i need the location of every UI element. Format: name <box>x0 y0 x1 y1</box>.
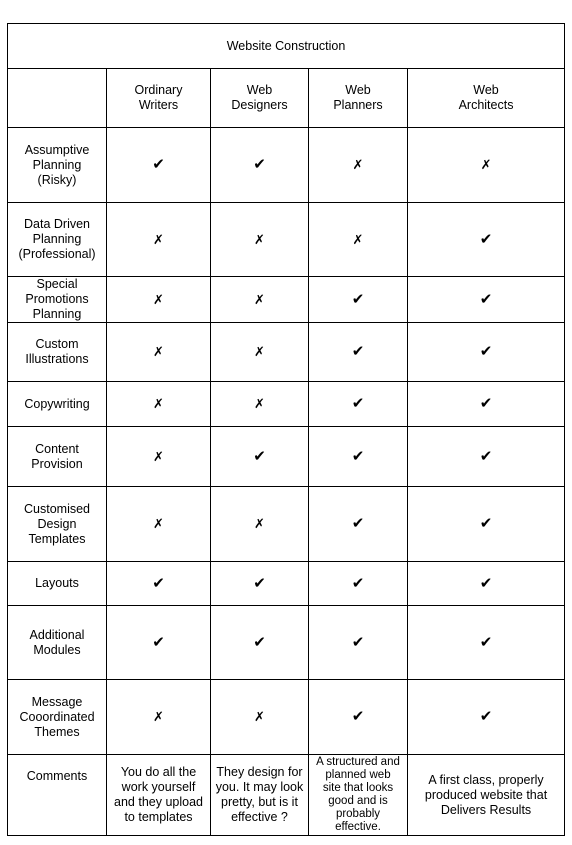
cross-icon: ✗ <box>153 231 164 247</box>
column-header-web-planners: Web Planners <box>309 69 408 128</box>
checkmark-icon: ✔ <box>351 395 365 412</box>
cell-web-planners <box>309 680 408 755</box>
comparison-table <box>7 23 565 836</box>
cross-icon: ✗ <box>153 448 164 464</box>
checkmark-icon: ✔ <box>351 515 365 532</box>
checkmark-icon: ✔ <box>479 515 493 532</box>
checkmark-icon: ✔ <box>351 290 365 308</box>
header-corner-cell <box>8 69 107 128</box>
cell-web-architects <box>408 128 565 203</box>
table-row <box>8 382 565 427</box>
cell-web-planners <box>309 128 408 203</box>
row-label: Data Driven Planning (Professional) <box>8 203 107 277</box>
checkmark-icon: ✔ <box>351 343 365 360</box>
cell-web-designers <box>211 382 309 427</box>
checkmark-icon: ✔ <box>479 574 493 592</box>
cell-web-architects <box>408 203 565 277</box>
checkmark-icon: ✔ <box>152 156 165 173</box>
column-header-web-architects: Web Architects <box>408 69 565 128</box>
checkmark-icon: ✔ <box>152 574 165 592</box>
checkmark-icon: ✔ <box>479 633 493 651</box>
cross-icon: ✗ <box>352 231 364 247</box>
cell-web-architects <box>408 606 565 680</box>
row-label: Copywriting <box>8 382 107 427</box>
checkmark-icon: ✔ <box>351 633 365 651</box>
cross-icon: ✗ <box>153 709 164 724</box>
cross-icon: ✗ <box>254 231 265 247</box>
cross-icon: ✗ <box>480 157 492 172</box>
cell-web-designers <box>211 562 309 606</box>
row-label: Message Cooordinated Themes <box>8 680 107 755</box>
table-row <box>8 277 565 323</box>
table-row <box>8 323 565 382</box>
checkmark-icon: ✔ <box>253 574 266 592</box>
cell-web-planners <box>309 427 408 487</box>
cross-icon: ✗ <box>153 516 164 531</box>
cross-icon: ✗ <box>153 291 164 307</box>
cell-web-architects <box>408 487 565 562</box>
title-row <box>8 24 565 69</box>
cell-ordinary-writers <box>107 606 211 680</box>
checkmark-icon: ✔ <box>351 574 365 592</box>
cross-icon: ✗ <box>254 396 265 411</box>
cell-ordinary-writers <box>107 323 211 382</box>
row-label: Special Promotions Planning <box>8 277 107 323</box>
cross-icon: ✗ <box>254 709 265 724</box>
cell-ordinary-writers <box>107 128 211 203</box>
checkmark-icon: ✔ <box>152 633 165 651</box>
row-label: Custom Illustrations <box>8 323 107 382</box>
cross-icon: ✗ <box>254 344 265 359</box>
table-row <box>8 680 565 755</box>
cell-web-architects <box>408 382 565 427</box>
row-label: Customised Design Templates <box>8 487 107 562</box>
cell-web-architects <box>408 680 565 755</box>
cell-ordinary-writers <box>107 487 211 562</box>
comment-ordinary-writers: You do all the work yourself and they upload to templates <box>107 755 211 836</box>
row-label: Layouts <box>8 562 107 606</box>
cell-web-planners <box>309 203 408 277</box>
cell-ordinary-writers <box>107 680 211 755</box>
cell-web-planners <box>309 562 408 606</box>
checkmark-icon: ✔ <box>351 708 365 725</box>
cell-web-planners <box>309 277 408 323</box>
cell-ordinary-writers <box>107 427 211 487</box>
checkmark-icon: ✔ <box>479 447 493 465</box>
cell-web-designers <box>211 323 309 382</box>
cell-ordinary-writers <box>107 562 211 606</box>
cell-web-architects <box>408 562 565 606</box>
table-row <box>8 427 565 487</box>
cross-icon: ✗ <box>254 291 265 307</box>
header-row <box>8 69 565 128</box>
column-header-web-designers: Web Designers <box>211 69 309 128</box>
cross-icon: ✗ <box>153 344 164 359</box>
table-row <box>8 128 565 203</box>
comments-row <box>8 755 565 836</box>
cell-web-planners <box>309 606 408 680</box>
checkmark-icon: ✔ <box>479 708 493 725</box>
cell-web-architects <box>408 323 565 382</box>
comment-web-planners: A structured and planned web site that looks good and is probably effective. <box>309 755 408 836</box>
checkmark-icon: ✔ <box>479 290 493 308</box>
cell-ordinary-writers <box>107 203 211 277</box>
cell-web-planners <box>309 382 408 427</box>
cell-web-planners <box>309 487 408 562</box>
comments-label: Comments <box>8 755 107 836</box>
table-row <box>8 203 565 277</box>
checkmark-icon: ✔ <box>479 230 493 248</box>
cell-web-planners <box>309 323 408 382</box>
cell-ordinary-writers <box>107 277 211 323</box>
table-row <box>8 487 565 562</box>
table-row <box>8 606 565 680</box>
comment-web-designers: They design for you. It may look pretty, but is it effective ? <box>211 755 309 836</box>
table-title: Website Construction <box>8 24 565 69</box>
cell-web-designers <box>211 427 309 487</box>
checkmark-icon: ✔ <box>351 447 365 465</box>
cross-icon: ✗ <box>352 157 364 172</box>
checkmark-icon: ✔ <box>479 343 493 360</box>
checkmark-icon: ✔ <box>479 395 493 412</box>
comment-web-architects: A first class, properly produced website that Delivers Results <box>408 755 565 836</box>
checkmark-icon: ✔ <box>253 633 266 651</box>
cell-web-architects <box>408 427 565 487</box>
cell-web-designers <box>211 203 309 277</box>
checkmark-icon: ✔ <box>253 447 266 465</box>
cell-ordinary-writers <box>107 382 211 427</box>
cell-web-designers <box>211 487 309 562</box>
checkmark-icon: ✔ <box>253 156 266 173</box>
cell-web-designers <box>211 680 309 755</box>
row-label: Content Provision <box>8 427 107 487</box>
cell-web-designers <box>211 128 309 203</box>
cell-web-architects <box>408 277 565 323</box>
row-label: Assumptive Planning (Risky) <box>8 128 107 203</box>
column-header-ordinary-writers: Ordinary Writers <box>107 69 211 128</box>
cell-web-designers <box>211 277 309 323</box>
table-row <box>8 562 565 606</box>
cell-web-designers <box>211 606 309 680</box>
row-label: Additional Modules <box>8 606 107 680</box>
cross-icon: ✗ <box>254 516 265 531</box>
cross-icon: ✗ <box>153 396 164 411</box>
